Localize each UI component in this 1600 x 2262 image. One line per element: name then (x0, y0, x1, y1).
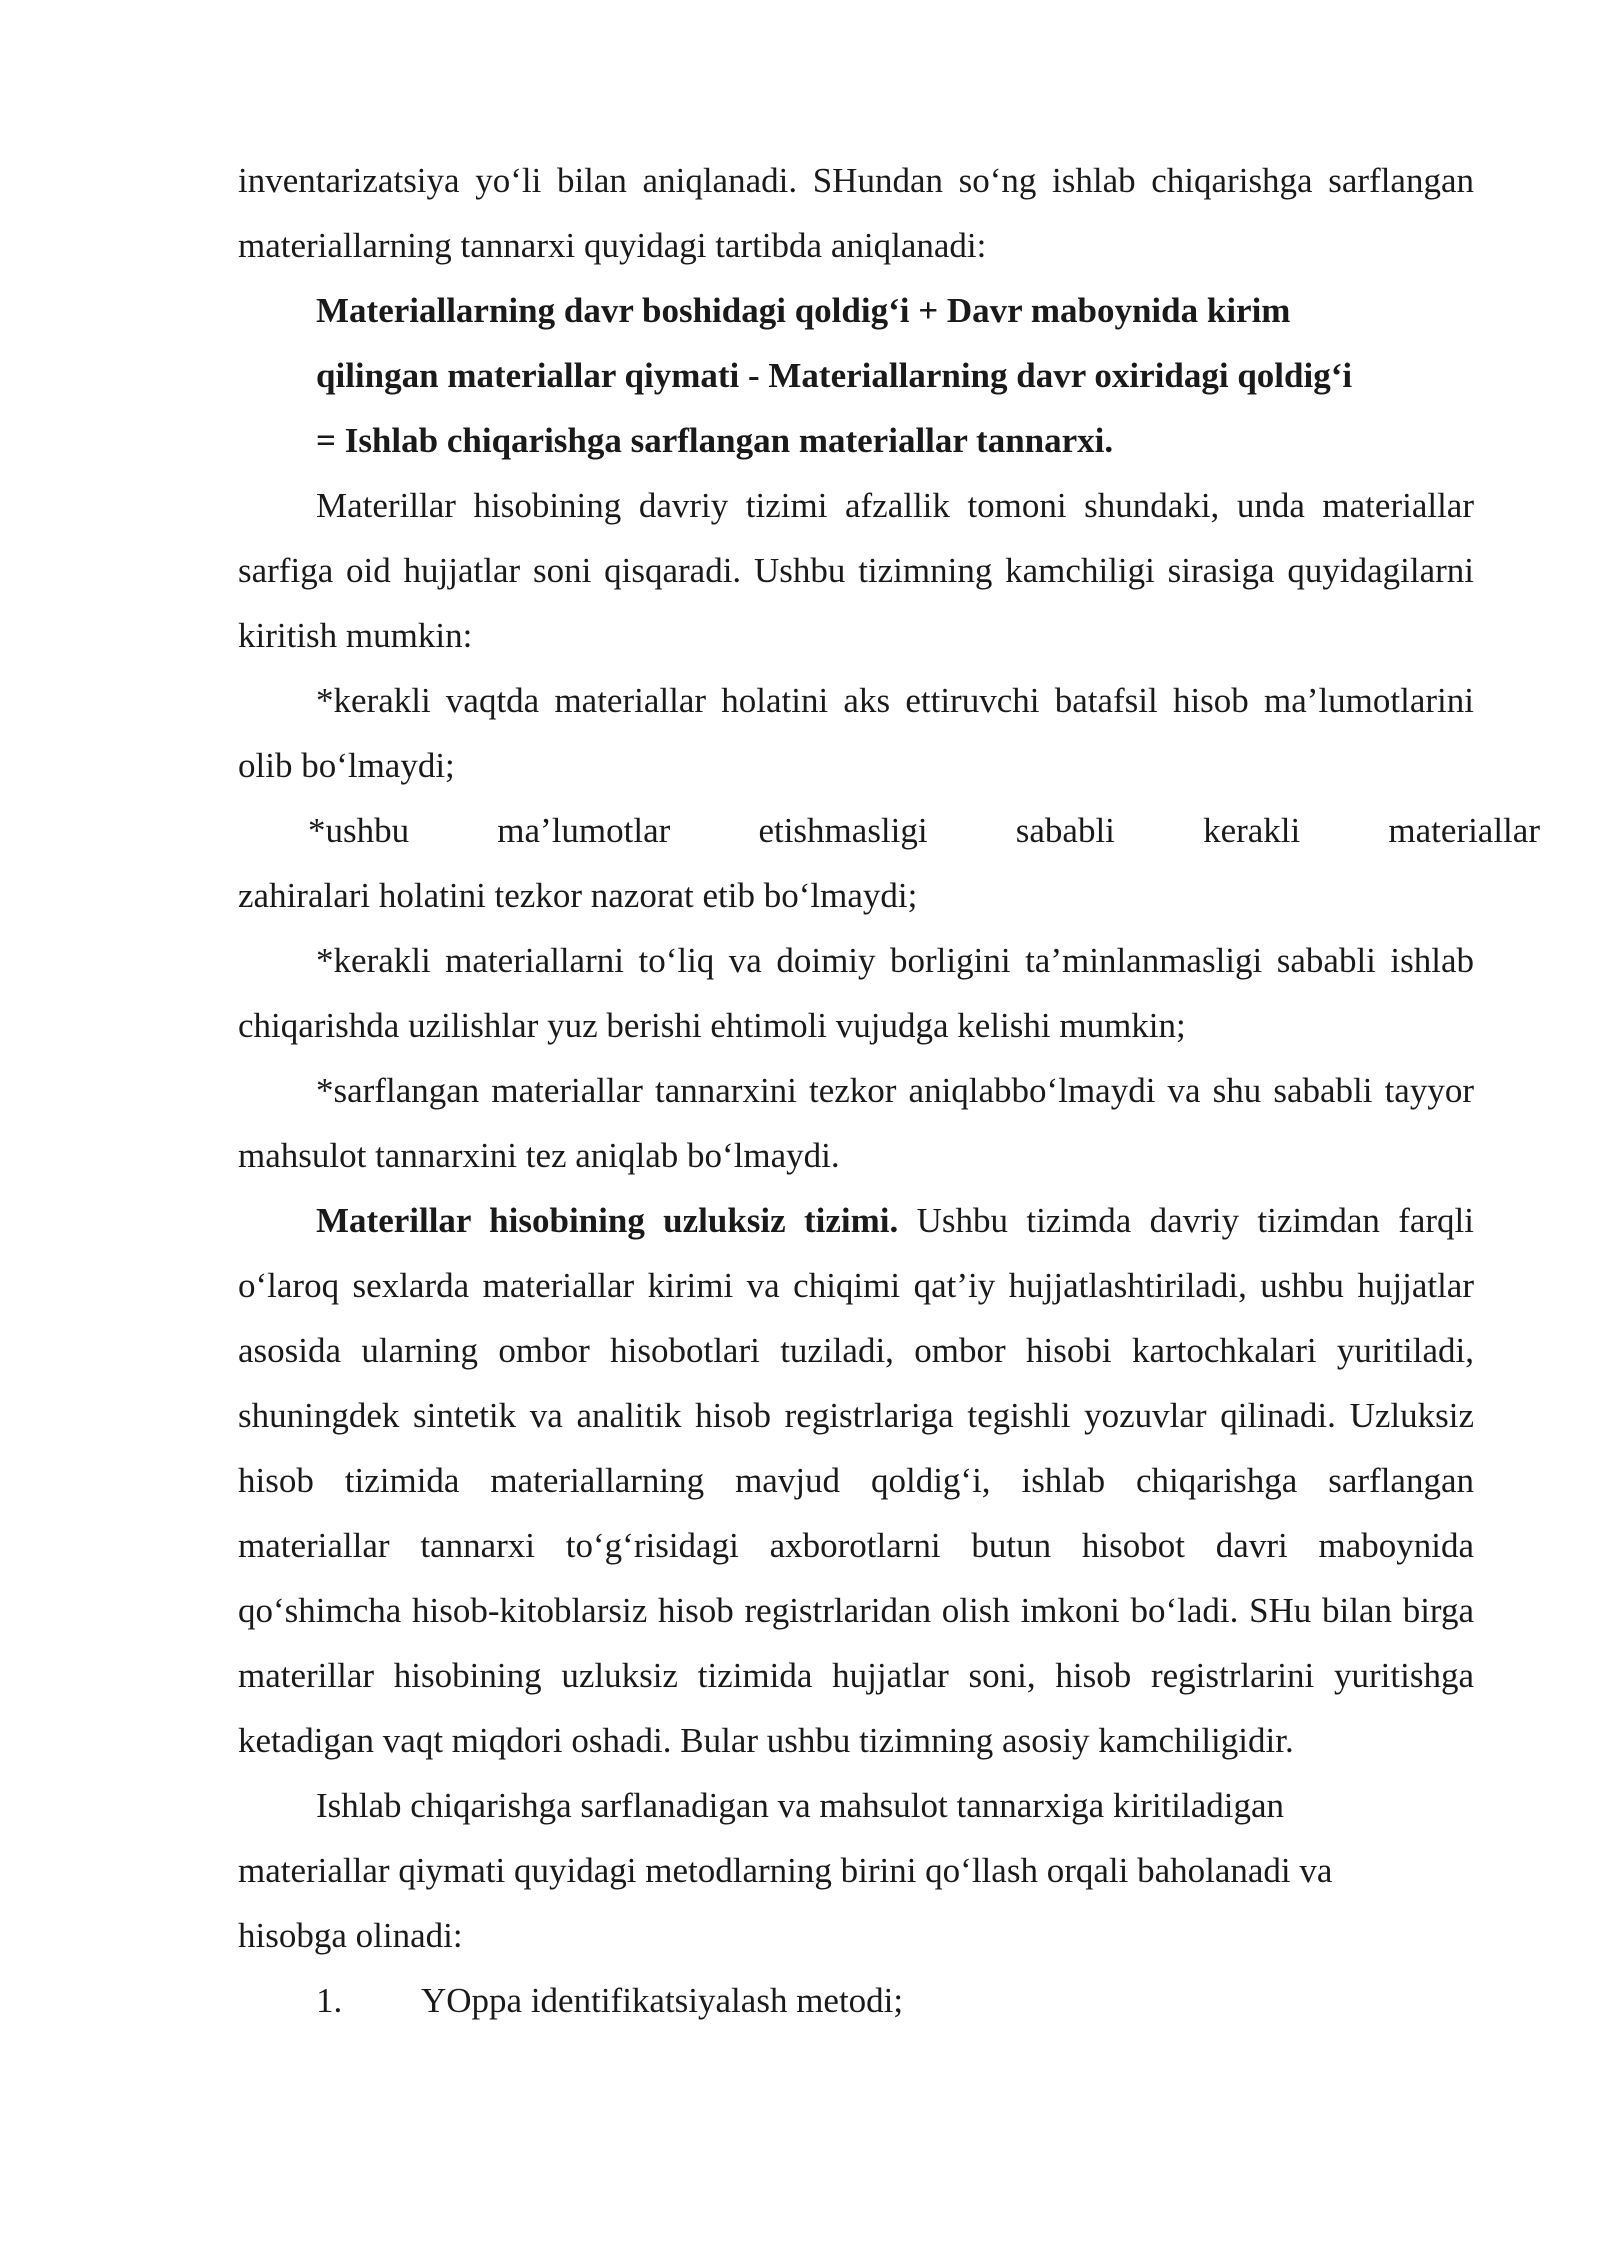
bullet-2-word: materiallar (1388, 811, 1540, 850)
bullet-item-2 (230, 798, 1540, 928)
paragraph-intro: inventarizatsiya yo‘li bilan aniqlanadi. SHundan so‘ng ishlab chiqarishga sarflangan materiallarning tannarxi quyidagi tartibda aniqlanadi: (238, 161, 1474, 265)
formula-line-1: Materiallarning davr boshidagi qoldig‘i + Davr maboynida kirim (316, 291, 1291, 330)
formula-line-2: qilingan materiallar qiymati - Materiallarning davr oxiridagi qoldig‘i (316, 356, 1353, 395)
bullet-item-4: *sarflangan materiallar tannarxini tezkor aniqlabbo‘lmaydi va shu sababli tayyor mahsulot tannarxini tez aniqlab bo‘lmaydi. (238, 1071, 1474, 1175)
paragraph-continuous-system-body: Ushbu tizimda davriy tizimdan farqli o‘laroq sexlarda materiallar kirimi va chiqimi qat’iy hujjatlashtiriladi, ushbu hujjatlar asosida ularning ombor hisobotlari tuziladi, ombor hisobi kartochkalari yuritiladi, shuningdek sintetik va analitik hisob registrlariga tegishli yozuvlar qilinadi. Uzluksiz hisob tizimida materiallarning mavjud qoldig‘i, ishlab chiqarishga sarflangan materiallar tannarxi to‘g‘risidagi axborotlarni butun hisobot davri maboynida qo‘shimcha hisob-kitoblarsiz hisob registrlaridan olish imkoni bo‘ladi. SHu bilan birga materillar hisobining uzluksiz tizimida hujjatlar soni, hisob registrlarini yuritishga ketadigan vaqt miqdori oshadi. Bular ushbu tizimning asosiy kamchiligidir. (238, 1201, 1474, 1760)
bullet-2-word: ma’lumotlar (497, 811, 671, 850)
bullet-item-2-first-line (230, 798, 1540, 863)
bullet-item-2-continuation: zahiralari holatini tezkor nazorat etib bo‘lmaydi; (238, 876, 918, 915)
formula-line-3: = Ishlab chiqarishga sarflangan materiallar tannarxi. (316, 421, 1114, 460)
bullet-2-word: *ushbu (308, 811, 410, 850)
document-page (238, 148, 1540, 2033)
paragraph-periodic-system: Materillar hisobining davriy tizimi afzallik tomoni shundaki, unda materiallar sarfiga oid hujjatlar soni qisqaradi. Ushbu tizimning kamchiligi sirasiga quyidagilarni kiritish mumkin: (238, 486, 1474, 655)
paragraph-continuous-system-heading: Materillar hisobining uzluksiz tizimi. (316, 1201, 899, 1240)
paragraph-valuation-methods: Ishlab chiqarishga sarflanadigan va mahsulot tannarxiga kiritiladigan materiallar qiymati quyidagi metodlarning birini qo‘llash orqali baholanadi va hisobga olinadi: (238, 1786, 1333, 1955)
bullet-item-1: *kerakli vaqtda materiallar holatini aks ettiruvchi batafsil hisob ma’lumotlarini olib bo‘lmaydi; (238, 681, 1474, 785)
bullet-2-word: kerakli (1203, 811, 1301, 850)
paragraph-continuous-system (238, 1188, 1474, 1773)
list-item-number: 1. (316, 1981, 343, 2020)
list-item-1 (238, 1968, 1474, 2033)
list-item-text: YOppa identifikatsiyalash metodi; (421, 1981, 904, 2020)
bullet-2-word: etishmasligi (758, 811, 928, 850)
bullet-2-word: sababli (1015, 811, 1115, 850)
bullet-item-3: *kerakli materiallarni to‘liq va doimiy borligini ta’minlanmasligi sababli ishlab chiqarishda uzilishlar yuz berishi ehtimoli vujudga kelishi mumkin; (238, 941, 1474, 1045)
